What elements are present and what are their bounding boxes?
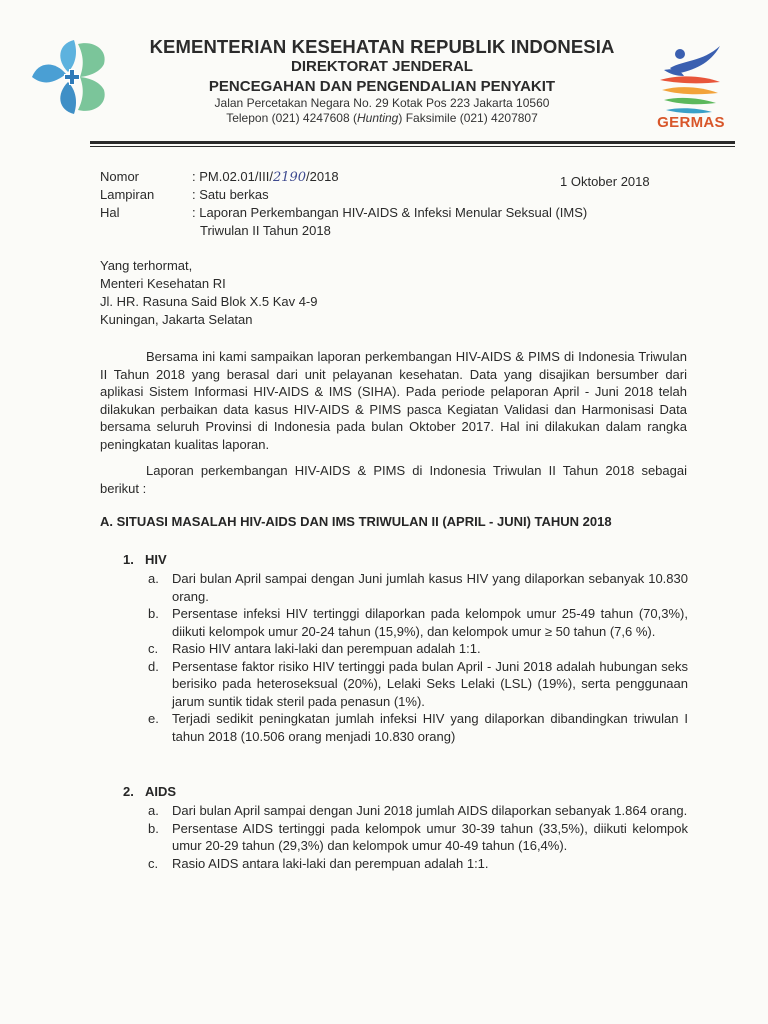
body-paragraph-2: Laporan perkembangan HIV-AIDS & PIMS di Indonesia Triwulan II Tahun 2018 sebagai berikut : xyxy=(100,463,687,496)
letterhead xyxy=(128,36,636,125)
addressee-salutation: Yang terhormat, xyxy=(100,258,193,273)
letterhead-divider-thick xyxy=(90,141,735,144)
office-contact: Telepon (021) 4247608 (Hunting) Faksimile (021) 4207807 xyxy=(226,110,538,125)
hiv-heading: 1. HIV xyxy=(123,552,167,567)
addressee-block xyxy=(100,257,318,329)
handwritten-number: 2190 xyxy=(272,170,307,185)
addressee-name: Menteri Kesehatan RI xyxy=(100,276,226,291)
aids-list xyxy=(148,802,688,872)
lampiran-label: Lampiran xyxy=(100,187,155,202)
hal-value: : Laporan Perkembangan HIV-AIDS & Infeksi Menular Seksual (IMS) Triwulan II Tahun 2018 xyxy=(192,205,588,238)
meta-hal xyxy=(100,204,680,240)
list-item: d. Persentase faktor risiko HIV tertinggi pada bulan April - Juni 2018 adalah hubungan seks berisiko pada heteroseksual (20%), Lelaki Seks Lelaki (LSL) (19%), serta penggunaan jarum suntik tidak steril pada penasun (1%). xyxy=(148,658,688,709)
letter-date: 1 Oktober 2018 xyxy=(560,174,650,189)
aids-heading: 2. AIDS xyxy=(123,784,177,799)
directorate-name: DIREKTORAT JENDERAL xyxy=(291,58,473,75)
list-item: c. Rasio HIV antara laki-laki dan perempuan adalah 1:1. xyxy=(148,641,481,656)
list-item: e. Terjadi sedikit peningkatan jumlah infeksi HIV yang dilaporkan dibandingkan triwulan I tahun 2018 (10.506 orang menjadi 10.830 orang) xyxy=(148,711,688,744)
list-item: c. Rasio AIDS antara laki-laki dan perempuan adalah 1:1. xyxy=(148,855,489,871)
office-address: Jalan Percetakan Negara No. 29 Kotak Pos 223 Jakarta 10560 xyxy=(214,96,550,110)
addressee-street: Jl. HR. Rasuna Said Blok X.5 Kav 4-9 xyxy=(100,294,318,309)
kemenkes-logo-icon xyxy=(28,36,128,118)
lampiran-value: : Satu berkas xyxy=(192,187,269,202)
germas-label: GERMAS xyxy=(657,114,725,131)
list-item: b. Persentase infeksi HIV tertinggi dilaporkan pada kelompok umur 25-49 tahun (70,3%), diikuti kelompok umur 20-24 tahun (15,9%), dan kelompok umur ≥ 50 tahun (7,6 %). xyxy=(148,606,688,639)
list-item: a. Dari bulan April sampai dengan Juni 2018 jumlah AIDS dilaporkan sebanyak 1.864 orang. xyxy=(148,803,688,818)
letterhead-divider-thin xyxy=(90,146,735,147)
nomor-value: : PM.02.01/III/2190/2018 xyxy=(192,169,339,185)
section-a-heading: A. SITUASI MASALAH HIV-AIDS DAN IMS TRIWULAN II (APRIL - JUNI) TAHUN 2018 xyxy=(100,514,612,529)
list-item: a. Dari bulan April sampai dengan Juni jumlah kasus HIV yang dilaporkan sebanyak 10.830 orang. xyxy=(148,571,688,604)
list-item: b. Persentase AIDS tertinggi pada kelompok umur 30-39 tahun (33,5%), diikuti kelompok umur 20-29 tahun (29,3%) dan kelompok umur 40-49 tahun (16,4%). xyxy=(148,820,688,853)
addressee-city: Kuningan, Jakarta Selatan xyxy=(100,312,253,327)
nomor-label: Nomor xyxy=(100,169,140,184)
hiv-list xyxy=(148,570,688,745)
division-name: PENCEGAHAN DAN PENGENDALIAN PENYAKIT xyxy=(208,78,556,95)
ministry-name: KEMENTERIAN KESEHATAN REPUBLIK INDONESIA xyxy=(149,36,615,57)
body-paragraph-1: Bersama ini kami sampaikan laporan perkembangan HIV-AIDS & PIMS di Indonesia Triwulan II Tahun 2018 yang berasal dari unit pelayanan kesehatan. Data yang disajikan bersumber dari aplikasi Sistem Informasi HIV-AIDS & IMS (SIHA). Pada periode pelaporan April - Juni 2018 telah dilakukan perbaikan data kasus HIV-AIDS & PIMS pasca Kegiatan Validasi dan Harmonisasi Data bersama seluruh Provinsi di Indonesia pada bulan Oktober 2017. Hal ini dilakukan dalam rangka peningkatan kualitas laporan. xyxy=(100,349,687,452)
hal-label: Hal xyxy=(100,205,120,220)
